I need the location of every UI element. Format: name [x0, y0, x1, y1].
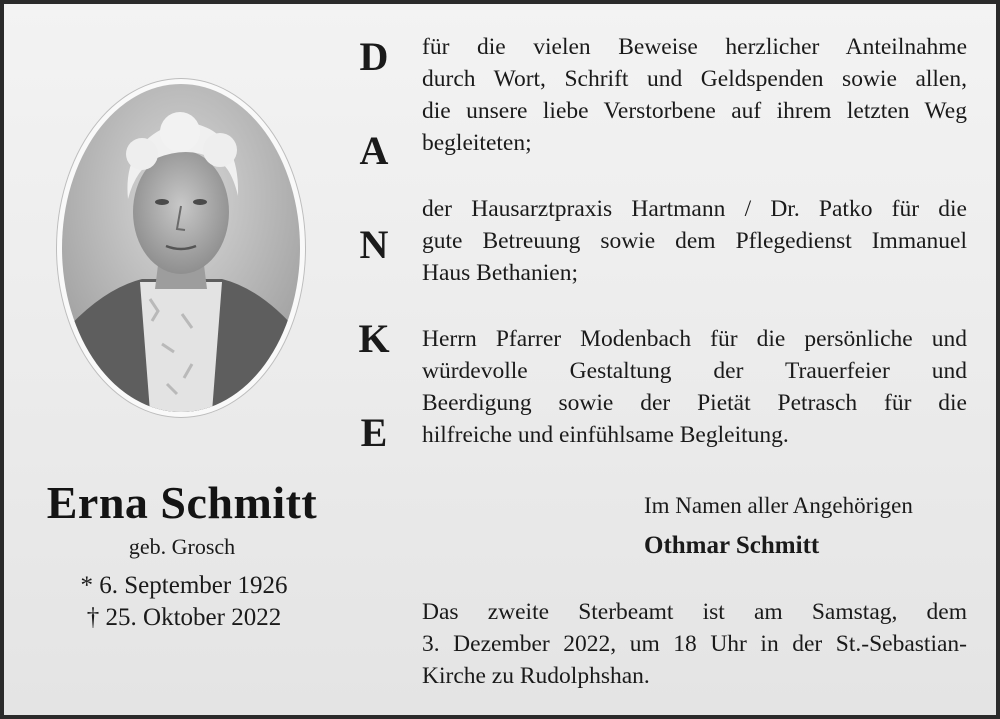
- danke-letter: E: [360, 410, 388, 455]
- portrait-photo: [62, 84, 300, 412]
- thanks-paragraph-condolences: [422, 31, 967, 159]
- text-line: der Hausarztpraxis Hartmann / Dr. Patko für die: [422, 196, 967, 222]
- text-line: durch Wort, Schrift und Geldspenden sowie allen,: [422, 66, 967, 92]
- danke-letter: D: [359, 34, 389, 79]
- deceased-name: Erna Schmitt: [46, 477, 318, 528]
- text-line: die unsere liebe Verstorbene auf ihrem letzten Weg: [422, 98, 967, 124]
- portrait-image: [62, 84, 300, 412]
- thanks-paragraph-care: [422, 193, 967, 289]
- danke-letter: A: [359, 128, 389, 173]
- text-line: gute Betreuung sowie dem Pflegedienst Immanuel: [422, 228, 967, 254]
- text-line: Haus Bethanien;: [422, 260, 578, 286]
- signature-intro: Im Namen aller Angehörigen: [644, 493, 913, 518]
- life-dates: [44, 570, 324, 634]
- memorial-service-info: [422, 596, 967, 692]
- danke-letter: N: [359, 222, 389, 267]
- portrait-frame: [56, 78, 306, 418]
- text-line: würdevolle Gestaltung der Trauerfeier und: [422, 358, 967, 384]
- text-line: Beerdigung sowie der Pietät Petrasch für die: [422, 390, 967, 416]
- text-line: 3. Dezember 2022, um 18 Uhr in der St.-Sebastian-: [422, 631, 967, 657]
- thanks-paragraph-pastor: [422, 323, 967, 451]
- text-line: Kirche zu Rudolphshan.: [422, 663, 650, 689]
- obituary-card: [4, 4, 996, 715]
- death-date: † 25. Oktober 2022: [86, 604, 282, 631]
- text-line: Das zweite Sterbeamt ist am Samstag, dem: [422, 599, 967, 625]
- danke-letter: K: [358, 316, 390, 361]
- signature-name: Othmar Schmitt: [644, 532, 820, 559]
- maiden-name: geb. Grosch: [128, 534, 236, 559]
- text-line: begleiteten;: [422, 130, 532, 156]
- text-line: hilfreiche und einfühlsame Begleitung.: [422, 422, 789, 448]
- birth-date: * 6. September 1926: [80, 572, 288, 599]
- text-line: für die vielen Beweise herzlicher Anteilnahme: [422, 34, 967, 60]
- text-line: Herrn Pfarrer Modenbach für die persönliche und: [422, 326, 967, 352]
